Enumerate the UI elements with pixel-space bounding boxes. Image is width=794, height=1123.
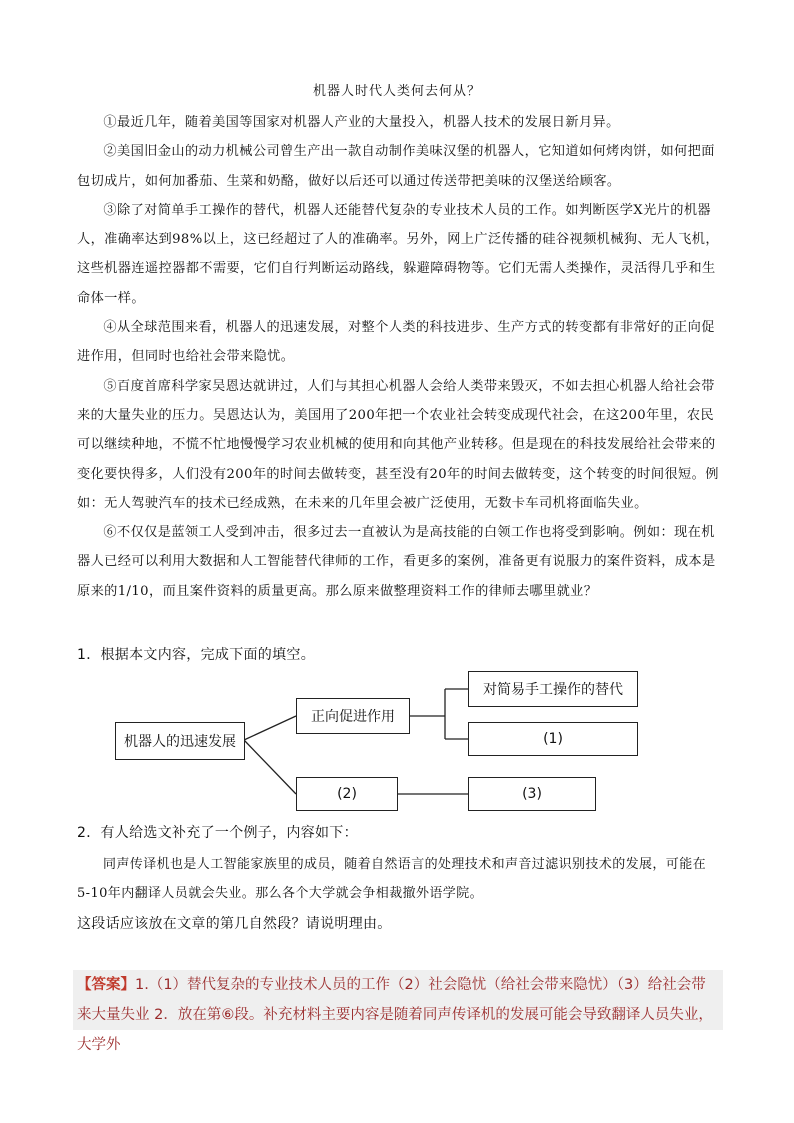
supplement-paragraph: 同声传译机也是人工智能家族里的成员，随着自然语言的处理技术和声音过滤识别技术的发展，可能在5-10年内翻译人员就会失业。那么各个大学就会争相裁撤外语学院。	[77, 857, 707, 901]
question-1-prompt: 1．根据本文内容，完成下面的填空。	[77, 647, 316, 663]
question-2-ask: 这段话应该放在文章的第几自然段？请说明理由。	[77, 916, 392, 932]
paragraph-2: ②美国旧金山的动力机械公司曾生产出一款自动制作美味汉堡的机器人，它知道如何烤肉饼，如何把面包切成片，如何加番茄、生菜和奶酪，做好以后还可以通过传送带把美味的汉堡送给顾客。	[77, 144, 715, 189]
root-node: 机器人的迅速发展	[115, 722, 245, 760]
connector-root-mid	[244, 716, 296, 740]
positive-effect-node: 正向促进作用	[296, 698, 410, 734]
paragraph-3: ③除了对简单手工操作的替代，机器人还能替代复杂的专业技术人员的工作。如判断医学X光片的机器人，准确率达到98%以上，这已经超过了人的准确率。另外，网上广泛传播的硅谷视频机械狗、无人飞机，这些机器连遥控器都不需要，它们自行判断运动路线，躲避障碍物等。它们无需人类操作，灵活得几乎和生命体一样。	[77, 202, 719, 306]
question-2-prompt: 2．有人给选文补充了一个例子，内容如下：	[77, 825, 358, 841]
answer-block	[73, 970, 723, 1053]
answer-tag: 【答案】	[77, 977, 135, 993]
connector-root-blank2	[244, 740, 296, 794]
paragraph-5: ⑤百度首席科学家吴恩达就讲过，人们与其担心机器人会给人类带来毁灭，不如去担心机器人给社会带来的大量失业的压力。吴恩达认为，美国用了200年把一个农业社会转变成现代社会，在这200年里，农民可以继续种地，不慌不忙地慢慢学习农业机械的使用和向其他产业转移。但是现在的科技发展给社会带来的变化要快得多，人们没有200年的时间去做转变，甚至没有20年的时间去做转变，这个转变的时间很短。例如：无人驾驶汽车的技术已经成熟，在未来的几年里会被广泛使用，无数卡车司机将面临失业。	[77, 378, 719, 511]
paragraph-4: ④从全球范围来看，机器人的迅速发展，对整个人类的科技进步、生产方式的转变都有非常好的正向促进作用，但同时也给社会带来隐忧。	[77, 320, 715, 365]
blank-2-box[interactable]: (2)	[296, 777, 398, 811]
article-title: 机器人时代人类何去何从？	[312, 84, 481, 99]
paragraph-6: ⑥不仅仅是蓝领工人受到冲击，很多过去一直被认为是高技能的白领工作也将受到影响。例如：现在机器人已经可以利用大数据和人工智能替代律师的工作，看更多的案例，准备更有说服力的案件资料，成本是原来的1/10，而且案件资料的质量更高。那么原来做整理资料工作的律师去哪里就业？	[77, 525, 716, 599]
manual-replacement-node: 对简易手工操作的替代	[468, 671, 638, 707]
blank-1-box[interactable]: (1)	[468, 722, 638, 756]
paragraph-1: ①最近几年，随着美国等国家对机器人产业的大量投入，机器人技术的发展日新月异。	[103, 115, 620, 130]
answer-text: 1.（1）替代复杂的专业技术人员的工作（2）社会隐忧（给社会带来隐忧）（3）给社会带来大量失业 2．放在第⑥段。补充材料主要内容是随着同声传译机的发展可能会导致翻译人员失业，大学外	[77, 977, 713, 1053]
blank-3-box[interactable]: (3)	[468, 777, 596, 811]
